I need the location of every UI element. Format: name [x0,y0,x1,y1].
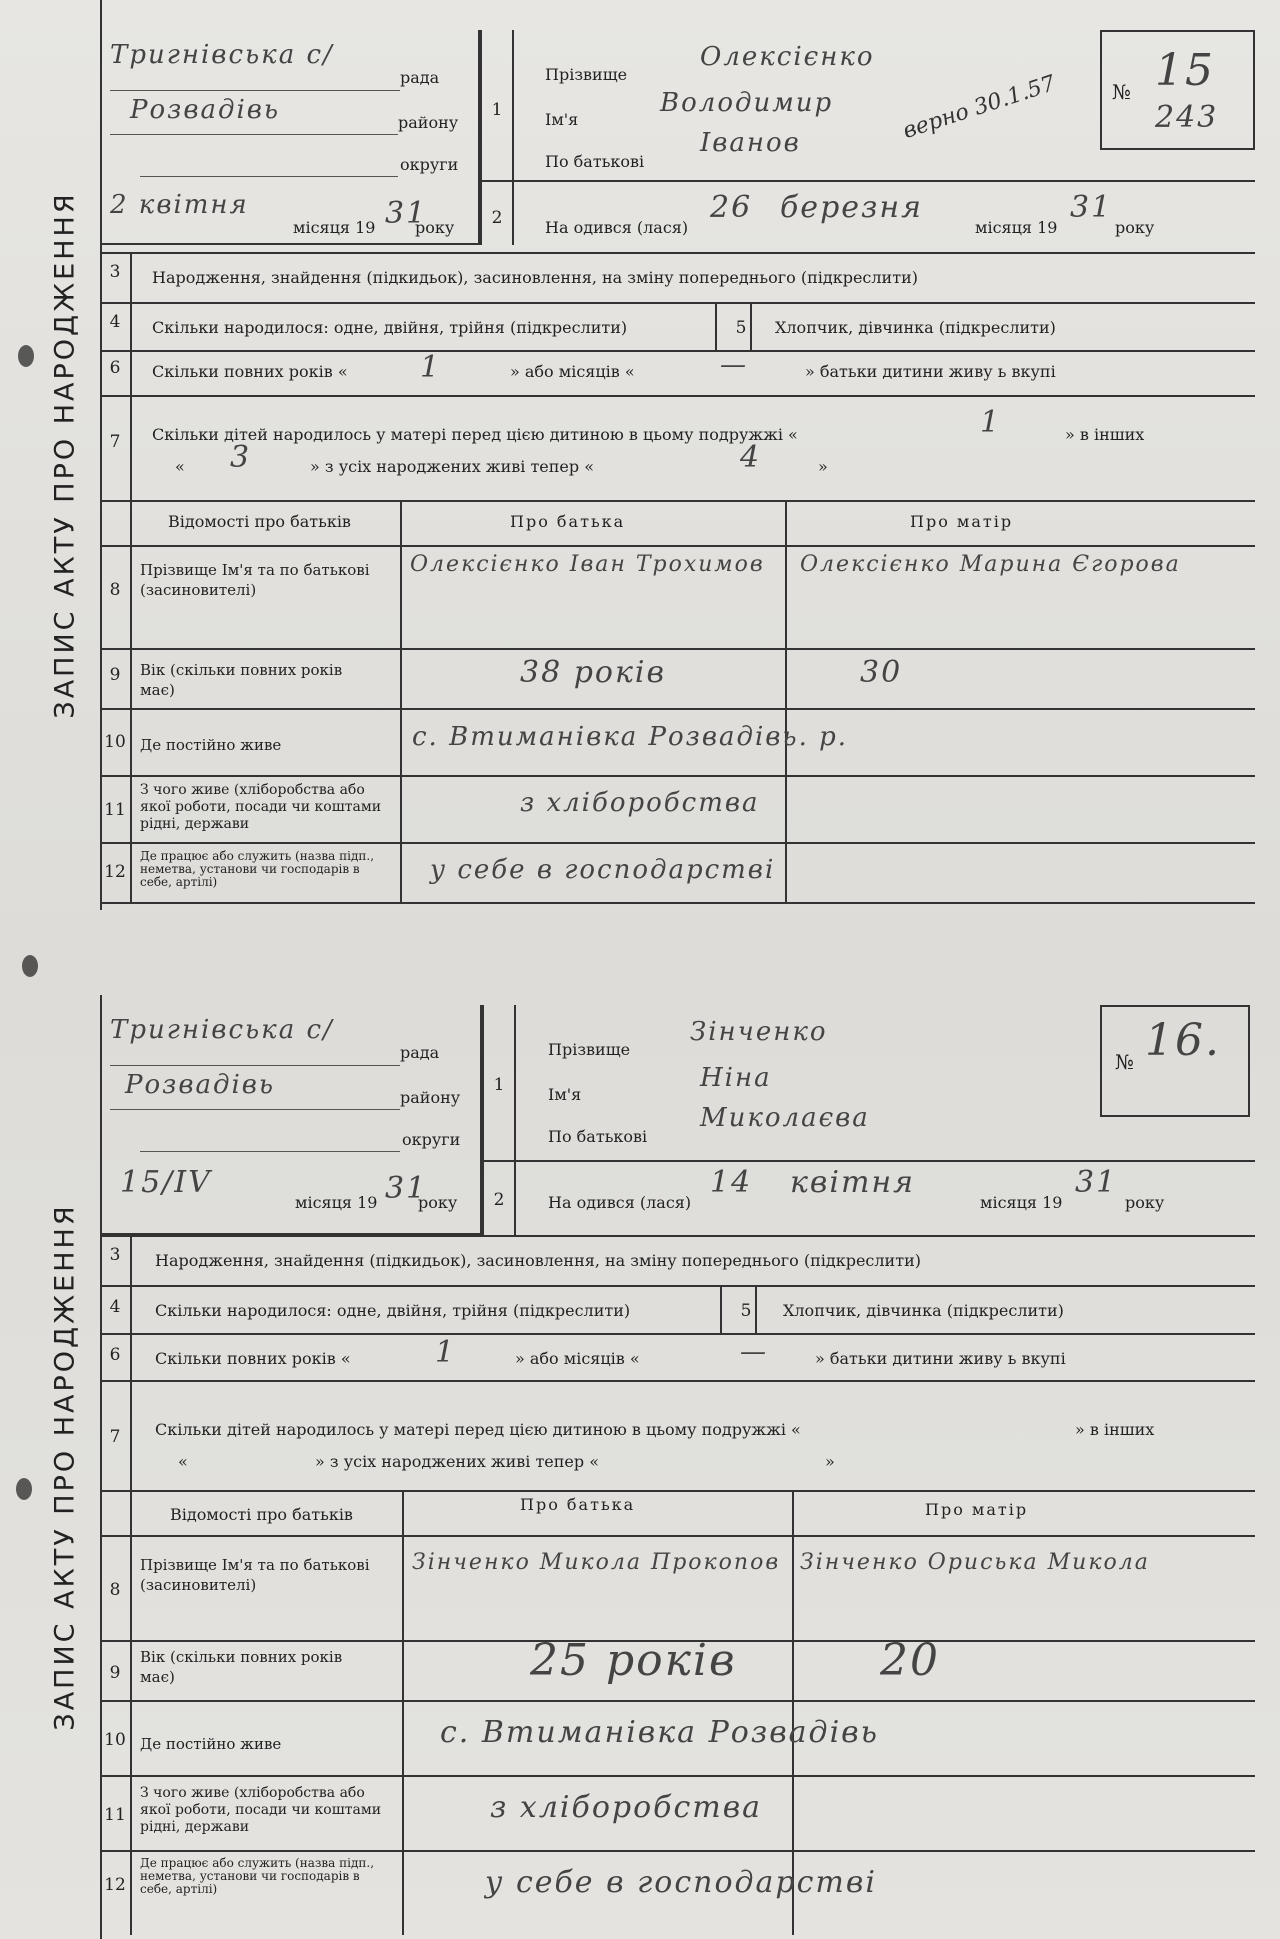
name-label: Ім'я [548,1085,582,1104]
father-header: Про батька [520,1495,636,1514]
children-other: 3 [230,440,252,475]
mother-age: 20 [880,1635,940,1686]
row10-label: Де постійно живе [140,1735,282,1753]
father-age: 38 років [520,655,666,690]
child-surname: Олексієнко [700,42,875,72]
birth-record-15 [0,0,1280,910]
row7-label-c: « [175,457,185,476]
father-age: 25 років [530,1635,737,1686]
record-frame [100,0,1255,910]
surname-label: Прізвище [548,1040,631,1059]
row-number-6: 6 [109,358,121,378]
mother-name: Зінченко Ориська Микола [800,1550,1150,1575]
row-number-2: 2 [493,1190,505,1210]
years-together: 1 [420,350,442,385]
row-number-12: 12 [104,862,126,882]
side-title: ЗАПИС АКТУ ПРО НАРОДЖЕННЯ [49,1203,81,1731]
side-title-panel [30,0,102,910]
residence: с. Втиманівка Розвадівь [440,1715,879,1750]
parents-info-header: Відомості про батьків [170,1505,353,1524]
row5-label: Хлопчик, дівчинка (підкреслити) [775,318,1056,337]
row3-label: Народження, знайдення (підкидьок), засиновлення, на зміну попереднього (підкреслити) [152,268,918,287]
row4-label: Скільки народилося: одне, двійня, трійня (підкреслити) [155,1301,631,1320]
month-label: місяця 19 [293,218,376,237]
registration-date: 15/IV [120,1165,212,1200]
row7-label-e: » [818,457,828,476]
year-label: року [415,218,455,237]
row-number-9: 9 [109,1663,121,1683]
row-number-3: 3 [109,262,121,282]
row6-label-c: » батьки дитини живу ь вкупі [805,362,1056,381]
patronymic-label: По батькові [548,1127,648,1146]
row-number-8: 8 [109,580,121,600]
row8-label: Прізвище Ім'я та по батькові (засиновителі) [140,561,370,599]
record-number: 16. [1145,1015,1221,1066]
row6-label-b: » або місяців « [515,1349,640,1368]
row4-label: Скільки народилося: одне, двійня, трійня (підкреслити) [152,318,628,337]
born-month: квітня [790,1165,916,1200]
row-number-5: 5 [735,318,747,338]
row9-label: Вік (скільки повних років має) [140,661,343,699]
child-name: Ніна [700,1063,772,1093]
rada-value: Тригнівська с/ [110,1015,334,1045]
raion-label: району [398,113,459,132]
residence: с. Втиманівка Розвадівь. р. [412,722,849,752]
occupation: з хліборобства [520,788,760,818]
row-number-12: 12 [104,1875,126,1895]
row-number-4: 4 [109,1297,121,1317]
mother-header: Про матір [910,512,1014,531]
row-number-10: 10 [104,732,126,752]
side-title-panel [30,995,102,1939]
row7-label-a: Скільки дітей народилось у матері перед цією дитиною в цьому подружжі « [155,1420,801,1439]
row7-label-d: » з усіх народжених живі тепер « [315,1452,600,1471]
okruha-label: округи [400,155,459,174]
born-day: 26 [710,190,753,225]
row7-label-b: » в інших [1065,425,1145,444]
row-number-6: 6 [109,1345,121,1365]
year-label: року [418,1193,458,1212]
record-number: 15 [1155,45,1215,96]
child-patronymic: Іванов [700,128,801,158]
registration-year: 31 [385,196,428,231]
row-number-7: 7 [109,1427,121,1447]
born-month-label: місяця 19 [980,1193,1063,1212]
child-surname: Зінченко [690,1017,828,1047]
father-name: Зінченко Микола Прокопов [412,1550,781,1575]
born-month-label: місяця 19 [975,218,1058,237]
child-name: Володимир [660,88,834,118]
row9-label: Вік (скільки повних років має) [140,1648,343,1686]
mother-age: 30 [860,655,903,690]
row-number-4: 4 [109,312,121,332]
row-number-10: 10 [104,1730,126,1750]
row7-label-a: Скільки дітей народилось у матері перед цією дитиною в цьому подружжі « [152,425,798,444]
row6-label-b: » або місяців « [510,362,635,381]
child-patronymic: Миколаєва [700,1103,870,1133]
patronymic-label: По батькові [545,152,645,171]
row10-label: Де постійно живе [140,736,282,754]
born-day: 14 [710,1165,753,1200]
raion-value: Розвадівь [125,1070,276,1100]
years-together: 1 [435,1335,457,1370]
birth-record-16 [0,995,1280,1939]
occupation: з хліборобства [490,1790,763,1825]
record-number-secondary: 243 [1155,100,1219,135]
number-label: № [1115,1050,1134,1074]
born-year: 31 [1070,190,1113,225]
row-number-8: 8 [109,1580,121,1600]
row7-label-c: « [178,1452,188,1471]
born-year-label: року [1125,1193,1165,1212]
children-alive: 4 [740,440,762,475]
row7-label-b: » в інших [1075,1420,1155,1439]
row-number-7: 7 [109,432,121,452]
rada-label: рада [400,1043,440,1062]
row-number-11: 11 [104,800,126,820]
mother-header: Про матір [925,1500,1029,1519]
row8-label: Прізвище Ім'я та по батькові (засиновителі) [140,1556,370,1594]
binding-hole [22,955,38,977]
months-together: — [720,350,748,380]
row12-label: Де працює або служить (назва підп., неметва, установи чи господарів в себе, артілі) [140,1856,375,1896]
row-number-9: 9 [109,665,121,685]
born-label: На одився (лася) [545,218,689,237]
verification-stamp: верно 30.1.57 [900,71,1059,144]
rada-value: Тригнівська с/ [110,40,334,70]
months-together: — [740,1337,768,1367]
father-header: Про батька [510,512,626,531]
row-number-3: 3 [109,1245,121,1265]
workplace: у себе в господарстві [430,855,776,885]
row7-label-e: » [825,1452,835,1471]
month-label: місяця 19 [295,1193,378,1212]
row-number-2: 2 [491,208,503,228]
rada-label: рада [400,68,440,87]
row7-label-d: » з усіх народжених живі тепер « [310,457,595,476]
record-frame [100,995,1255,1939]
row6-label-c: » батьки дитини живу ь вкупі [815,1349,1066,1368]
row5-label: Хлопчик, дівчинка (підкреслити) [783,1301,1064,1320]
row-number-11: 11 [104,1805,126,1825]
okruha-label: округи [402,1130,461,1149]
row-number-5: 5 [740,1301,752,1321]
born-month: березня [780,190,924,225]
row6-label-a: Скільки повних років « [155,1349,351,1368]
born-label: На одився (лася) [548,1193,692,1212]
workplace: у себе в господарстві [485,1865,877,1900]
father-name: Олексієнко Іван Трохимов [410,552,765,577]
mother-name: Олексієнко Марина Єгорова [800,552,1181,577]
row-number-1: 1 [491,100,503,120]
row3-label: Народження, знайдення (підкидьок), засиновлення, на зміну попереднього (підкреслити) [155,1251,921,1270]
surname-label: Прізвище [545,65,628,84]
parents-info-header: Відомості про батьків [168,512,351,531]
row11-label: З чого живе (хліборобства або якої роботи, посади чи коштами рідні, держави [140,782,382,832]
registration-year: 31 [385,1171,428,1206]
number-label: № [1112,80,1131,104]
children-before: 1 [980,405,1002,440]
side-title: ЗАПИС АКТУ ПРО НАРОДЖЕННЯ [49,191,81,719]
born-year: 31 [1075,1165,1118,1200]
row11-label: З чого живе (хліборобства або якої роботи, посади чи коштами рідні, держави [140,1785,382,1835]
row6-label-a: Скільки повних років « [152,362,348,381]
row-number-1: 1 [493,1075,505,1095]
registration-date: 2 квітня [110,190,249,220]
born-year-label: року [1115,218,1155,237]
row12-label: Де працює або служить (назва підп., неметва, установи чи господарів в себе, артілі) [140,849,375,889]
raion-label: району [400,1088,461,1107]
raion-value: Розвадівь [130,95,281,125]
name-label: Ім'я [545,110,579,129]
